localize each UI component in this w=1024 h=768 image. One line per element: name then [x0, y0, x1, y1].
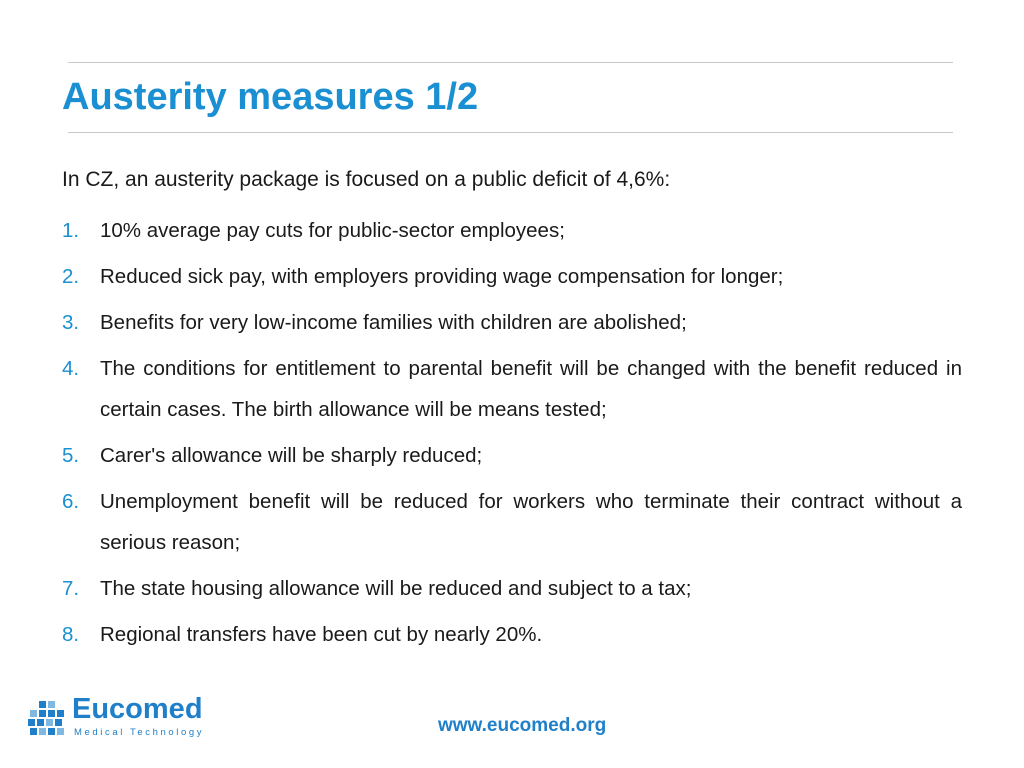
list-item	[62, 568, 962, 609]
top-divider	[68, 62, 953, 63]
list-item-text: Unemployment benefit will be reduced for workers who terminate their contract without a serious reason;	[100, 490, 962, 554]
eucomed-logo	[28, 693, 218, 742]
list-item-text: 10% average pay cuts for public-sector employees;	[100, 219, 565, 242]
logo-wordmark: Eucomed	[72, 693, 203, 725]
logo-grid-icon	[28, 701, 66, 739]
logo-tagline: Medical Technology	[74, 727, 205, 738]
list-item-number: 5.	[62, 444, 80, 467]
list-item	[62, 481, 962, 563]
list-item-number: 6.	[62, 490, 80, 513]
list-item	[62, 210, 962, 251]
list-item	[62, 256, 962, 297]
list-item-text: The conditions for entitlement to parental benefit will be changed with the benefit reduced in certain cases. The birth allowance will be means tested;	[100, 357, 962, 421]
title-divider	[68, 132, 953, 133]
list-item-text: Regional transfers have been cut by nearly 20%.	[100, 623, 543, 646]
list-item-number: 2.	[62, 265, 80, 288]
list-item-number: 8.	[62, 623, 80, 646]
list-item-number: 3.	[62, 311, 80, 334]
list-item-number: 1.	[62, 219, 80, 242]
website-link[interactable]: www.eucomed.org	[438, 715, 607, 736]
slide-title: Austerity measures 1/2	[62, 76, 479, 118]
list-item-text: Carer's allowance will be sharply reduced;	[100, 444, 483, 467]
list-item-text: Benefits for very low-income families with children are abolished;	[100, 311, 687, 334]
list-item	[62, 614, 962, 655]
list-item-number: 7.	[62, 577, 80, 600]
list-item	[62, 348, 962, 430]
list-item-number: 4.	[62, 357, 80, 380]
intro-text: In CZ, an austerity package is focused on a public deficit of 4,6%:	[62, 168, 671, 191]
list-item	[62, 435, 962, 476]
list-item-text: Reduced sick pay, with employers providing wage compensation for longer;	[100, 265, 784, 288]
measures-list	[62, 210, 962, 660]
list-item	[62, 302, 962, 343]
list-item-text: The state housing allowance will be reduced and subject to a tax;	[100, 577, 692, 600]
